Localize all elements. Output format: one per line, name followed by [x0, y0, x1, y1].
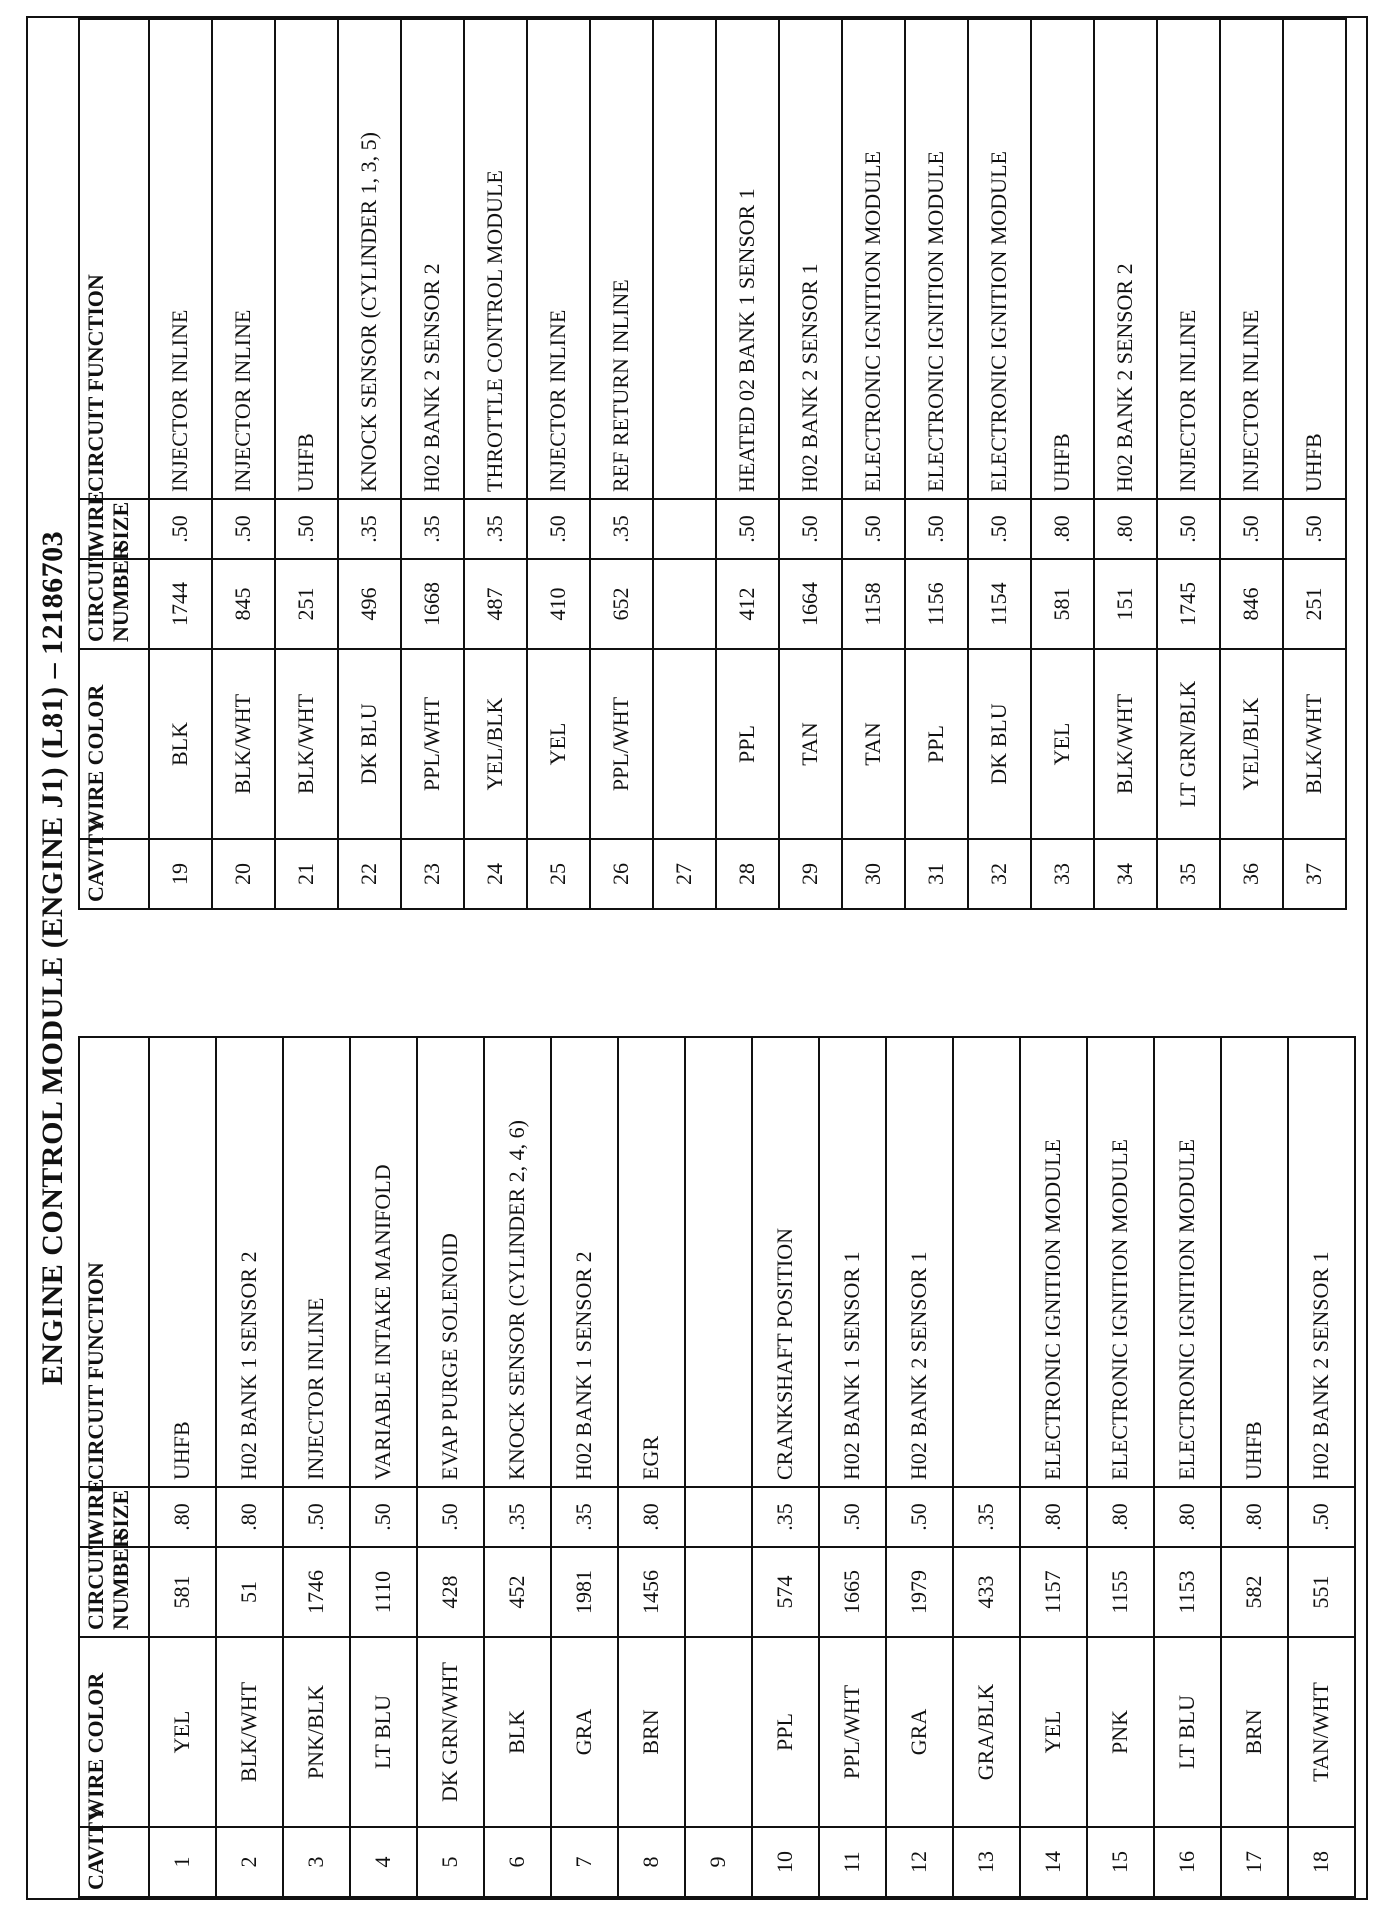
cell-cavity: 11 [819, 1827, 886, 1897]
cell-cavity: 25 [527, 839, 590, 909]
table-row [618, 1037, 685, 1897]
table-row [212, 19, 275, 909]
cell-circuit-number: 251 [1283, 559, 1346, 649]
cell-circuit-function: UHFB [1283, 19, 1346, 499]
col-circuit-number: CIRCUIT NUMBER [79, 1547, 149, 1637]
table-row [779, 19, 842, 909]
cell-wire-color: GRA [551, 1637, 618, 1827]
table-row [1283, 19, 1346, 909]
cell-circuit-function: H02 BANK 2 SENSOR 1 [886, 1037, 953, 1487]
cell-wire-color: PPL/WHT [401, 649, 464, 839]
cell-circuit-number: 1157 [1020, 1547, 1087, 1637]
cell-wire-size: .35 [464, 499, 527, 559]
cell-circuit-function: ELECTRONIC IGNITION MODULE [1087, 1037, 1154, 1487]
cell-wire-color: YEL/BLK [1220, 649, 1283, 839]
cell-wire-size: .50 [1288, 1487, 1355, 1547]
cell-wire-size: .80 [216, 1487, 283, 1547]
table-row [1157, 19, 1220, 909]
cell-circuit-function: ELECTRONIC IGNITION MODULE [1020, 1037, 1087, 1487]
table-row [905, 19, 968, 909]
cell-circuit-number: 1665 [819, 1547, 886, 1637]
cell-cavity: 22 [338, 839, 401, 909]
cell-circuit-number: 1456 [618, 1547, 685, 1637]
cell-cavity: 2 [216, 1827, 283, 1897]
cell-wire-size: .35 [551, 1487, 618, 1547]
cell-cavity: 20 [212, 839, 275, 909]
col-wire-color: WIRE COLOR [79, 1637, 149, 1827]
connector-table-left [78, 1036, 1356, 1898]
cell-circuit-function: INJECTOR INLINE [283, 1037, 350, 1487]
cell-circuit-function: INJECTOR INLINE [1157, 19, 1220, 499]
cell-cavity: 34 [1094, 839, 1157, 909]
cell-circuit-number: 1664 [779, 559, 842, 649]
cell-wire-color: DK GRN/WHT [417, 1637, 484, 1827]
cell-circuit-number: 1981 [551, 1547, 618, 1637]
cell-cavity: 30 [842, 839, 905, 909]
cell-cavity: 12 [886, 1827, 953, 1897]
table-row [590, 19, 653, 909]
table-row [653, 19, 716, 909]
cell-wire-size: .80 [1154, 1487, 1221, 1547]
cell-circuit-function: H02 BANK 2 SENSOR 2 [401, 19, 464, 499]
cell-wire-color: YEL [1031, 649, 1094, 839]
cell-circuit-function: H02 BANK 2 SENSOR 1 [1288, 1037, 1355, 1487]
cell-circuit-number: 412 [716, 559, 779, 649]
cell-cavity: 33 [1031, 839, 1094, 909]
cell-wire-color: TAN [842, 649, 905, 839]
cell-wire-size: .50 [842, 499, 905, 559]
table-row [1154, 1037, 1221, 1897]
cell-wire-size: .50 [968, 499, 1031, 559]
cell-wire-size [685, 1487, 752, 1547]
cell-circuit-function: KNOCK SENSOR (CYLINDER 2, 4, 6) [484, 1037, 551, 1487]
table-row [886, 1037, 953, 1897]
cell-wire-color: PPL/WHT [819, 1637, 886, 1827]
col-circuit-function: CIRCUIT FUNCTION [79, 19, 149, 499]
cell-circuit-number: 1979 [886, 1547, 953, 1637]
cell-cavity: 21 [275, 839, 338, 909]
cell-wire-size: .35 [338, 499, 401, 559]
cell-cavity: 16 [1154, 1827, 1221, 1897]
cell-wire-color: BLK/WHT [1283, 649, 1346, 839]
cell-wire-color [653, 649, 716, 839]
cell-wire-size: .50 [149, 499, 212, 559]
cell-circuit-function: H02 BANK 1 SENSOR 1 [819, 1037, 886, 1487]
page-title: ENGINE CONTROL MODULE (ENGINE J1) (L81) – 12186703 [36, 530, 69, 1386]
cell-wire-size: .50 [1283, 499, 1346, 559]
cell-circuit-function [685, 1037, 752, 1487]
col-wire-color: WIRE COLOR [79, 649, 149, 839]
cell-cavity: 29 [779, 839, 842, 909]
cell-cavity: 17 [1221, 1827, 1288, 1897]
cell-cavity: 1 [149, 1827, 216, 1897]
cell-wire-size: .35 [953, 1487, 1020, 1547]
cell-cavity: 26 [590, 839, 653, 909]
cell-cavity: 9 [685, 1827, 752, 1897]
cell-circuit-function: H02 BANK 1 SENSOR 2 [551, 1037, 618, 1487]
cell-cavity: 27 [653, 839, 716, 909]
cell-wire-color: PNK [1087, 1637, 1154, 1827]
cell-cavity: 7 [551, 1827, 618, 1897]
cell-circuit-number: 1153 [1154, 1547, 1221, 1637]
cell-circuit-function: UHFB [1031, 19, 1094, 499]
cell-wire-size: .50 [212, 499, 275, 559]
cell-wire-color: DK BLU [968, 649, 1031, 839]
cell-wire-size: .50 [350, 1487, 417, 1547]
cell-wire-size: .50 [716, 499, 779, 559]
cell-wire-color: YEL [1020, 1637, 1087, 1827]
table-row [1288, 1037, 1355, 1897]
cell-circuit-number: 433 [953, 1547, 1020, 1637]
cell-circuit-number: 1744 [149, 559, 212, 649]
cell-wire-color: LT GRN/BLK [1157, 649, 1220, 839]
cell-wire-size: .80 [1031, 499, 1094, 559]
cell-circuit-number: 51 [216, 1547, 283, 1637]
cell-wire-color: LT BLU [1154, 1637, 1221, 1827]
table-row [842, 19, 905, 909]
table-row [551, 1037, 618, 1897]
cell-circuit-function: UHFB [275, 19, 338, 499]
cell-wire-color: TAN [779, 649, 842, 839]
cell-circuit-number: 574 [752, 1547, 819, 1637]
col-cavity: CAVITY [79, 1827, 149, 1897]
cell-wire-color: BLK/WHT [1094, 649, 1157, 839]
cell-wire-color: BRN [618, 1637, 685, 1827]
cell-cavity: 5 [417, 1827, 484, 1897]
cell-wire-color [685, 1637, 752, 1827]
cell-cavity: 35 [1157, 839, 1220, 909]
cell-cavity: 23 [401, 839, 464, 909]
cell-circuit-number: 845 [212, 559, 275, 649]
cell-circuit-number: 1110 [350, 1547, 417, 1637]
table-row [484, 1037, 551, 1897]
table-row [338, 19, 401, 909]
right-body [149, 19, 1346, 909]
table-row [752, 1037, 819, 1897]
cell-wire-color: PPL [905, 649, 968, 839]
cell-circuit-function: REF RETURN INLINE [590, 19, 653, 499]
cell-cavity: 37 [1283, 839, 1346, 909]
col-cavity: CAVITY [79, 839, 149, 909]
table-row [1031, 19, 1094, 909]
cell-wire-size: .80 [1221, 1487, 1288, 1547]
cell-cavity: 24 [464, 839, 527, 909]
cell-cavity: 31 [905, 839, 968, 909]
table-row [216, 1037, 283, 1897]
cell-circuit-number: 1746 [283, 1547, 350, 1637]
cell-circuit-number: 452 [484, 1547, 551, 1637]
header-row [79, 1037, 149, 1897]
table-row [350, 1037, 417, 1897]
cell-wire-color: BRN [1221, 1637, 1288, 1827]
cell-cavity: 4 [350, 1827, 417, 1897]
cell-circuit-function [953, 1037, 1020, 1487]
cell-circuit-number: 1158 [842, 559, 905, 649]
cell-circuit-function: ELECTRONIC IGNITION MODULE [842, 19, 905, 499]
cell-circuit-function: KNOCK SENSOR (CYLINDER 1, 3, 5) [338, 19, 401, 499]
table-row [527, 19, 590, 909]
cell-circuit-function: INJECTOR INLINE [1220, 19, 1283, 499]
table-row [1221, 1037, 1288, 1897]
col-wire-size: WIRE SIZE [79, 1487, 149, 1547]
cell-circuit-function: UHFB [149, 1037, 216, 1487]
cell-wire-color: LT BLU [350, 1637, 417, 1827]
cell-circuit-number: 487 [464, 559, 527, 649]
cell-wire-size: .35 [484, 1487, 551, 1547]
cell-circuit-number: 496 [338, 559, 401, 649]
cell-cavity: 13 [953, 1827, 1020, 1897]
cell-circuit-number: 1668 [401, 559, 464, 649]
cell-cavity: 6 [484, 1827, 551, 1897]
table-row [685, 1037, 752, 1897]
cell-wire-color: YEL [149, 1637, 216, 1827]
cell-cavity: 32 [968, 839, 1031, 909]
cell-wire-color: PPL [716, 649, 779, 839]
cell-wire-color: TAN/WHT [1288, 1637, 1355, 1827]
header-row [79, 19, 149, 909]
cell-wire-size: .50 [886, 1487, 953, 1547]
table-row [283, 1037, 350, 1897]
cell-cavity: 14 [1020, 1827, 1087, 1897]
cell-circuit-function: EVAP PURGE SOLENOID [417, 1037, 484, 1487]
cell-cavity: 8 [618, 1827, 685, 1897]
cell-circuit-function: ELECTRONIC IGNITION MODULE [905, 19, 968, 499]
connector-table-right [78, 18, 1347, 910]
col-circuit-number: CIRCUIT NUMBER [79, 559, 149, 649]
table-row [149, 19, 212, 909]
cell-wire-size: .50 [905, 499, 968, 559]
cell-circuit-function: VARIABLE INTAKE MANIFOLD [350, 1037, 417, 1487]
left-body [149, 1037, 1355, 1897]
col-circuit-function: CIRCUIT FUNCTION [79, 1037, 149, 1487]
cell-wire-size: .50 [527, 499, 590, 559]
cell-circuit-function [653, 19, 716, 499]
cell-wire-size: .80 [1094, 499, 1157, 559]
cell-circuit-number: 846 [1220, 559, 1283, 649]
cell-cavity: 19 [149, 839, 212, 909]
table-row [1094, 19, 1157, 909]
cell-circuit-number [653, 559, 716, 649]
cell-circuit-number: 1155 [1087, 1547, 1154, 1637]
cell-wire-color: GRA/BLK [953, 1637, 1020, 1827]
cell-wire-size [653, 499, 716, 559]
cell-wire-color: PPL/WHT [590, 649, 653, 839]
cell-wire-size: .50 [779, 499, 842, 559]
cell-circuit-number: 410 [527, 559, 590, 649]
cell-wire-color: YEL [527, 649, 590, 839]
cell-cavity: 18 [1288, 1827, 1355, 1897]
cell-wire-size: .50 [819, 1487, 886, 1547]
table-row [1087, 1037, 1154, 1897]
cell-wire-color: BLK [149, 649, 212, 839]
cell-wire-color: BLK [484, 1637, 551, 1827]
cell-cavity: 10 [752, 1827, 819, 1897]
col-wire-size: WIRE SIZE [79, 499, 149, 559]
cell-cavity: 3 [283, 1827, 350, 1897]
cell-circuit-function: INJECTOR INLINE [212, 19, 275, 499]
cell-circuit-function: H02 BANK 1 SENSOR 2 [216, 1037, 283, 1487]
cell-circuit-function: INJECTOR INLINE [527, 19, 590, 499]
table-row [417, 1037, 484, 1897]
cell-circuit-function: UHFB [1221, 1037, 1288, 1487]
cell-circuit-number: 582 [1221, 1547, 1288, 1637]
cell-cavity: 15 [1087, 1827, 1154, 1897]
cell-wire-size: .35 [752, 1487, 819, 1547]
table-row [401, 19, 464, 909]
cell-wire-color: BLK/WHT [216, 1637, 283, 1827]
cell-circuit-function: ELECTRONIC IGNITION MODULE [968, 19, 1031, 499]
cell-wire-size: .80 [1087, 1487, 1154, 1547]
table-row [1220, 19, 1283, 909]
cell-wire-size: .50 [1220, 499, 1283, 559]
cell-wire-color: BLK/WHT [275, 649, 338, 839]
cell-wire-size: .80 [618, 1487, 685, 1547]
cell-wire-size: .80 [149, 1487, 216, 1547]
cell-wire-color: GRA [886, 1637, 953, 1827]
cell-wire-color: DK BLU [338, 649, 401, 839]
cell-wire-size: .35 [590, 499, 653, 559]
table-row [953, 1037, 1020, 1897]
cell-wire-size: .50 [1157, 499, 1220, 559]
cell-circuit-number: 1156 [905, 559, 968, 649]
cell-circuit-number: 1154 [968, 559, 1031, 649]
cell-circuit-function: INJECTOR INLINE [149, 19, 212, 499]
cell-wire-color: PNK/BLK [283, 1637, 350, 1827]
cell-circuit-function: ELECTRONIC IGNITION MODULE [1154, 1037, 1221, 1487]
cell-circuit-number: 652 [590, 559, 653, 649]
cell-circuit-number: 581 [1031, 559, 1094, 649]
cell-circuit-function: HEATED 02 BANK 1 SENSOR 1 [716, 19, 779, 499]
table-row [968, 19, 1031, 909]
cell-circuit-number: 151 [1094, 559, 1157, 649]
table-row [275, 19, 338, 909]
cell-wire-size: .50 [275, 499, 338, 559]
table-row [716, 19, 779, 909]
cell-circuit-number: 551 [1288, 1547, 1355, 1637]
cell-wire-size: .80 [1020, 1487, 1087, 1547]
cell-circuit-function: CRANKSHAFT POSITION [752, 1037, 819, 1487]
cell-circuit-number: 1745 [1157, 559, 1220, 649]
cell-circuit-number [685, 1547, 752, 1637]
cell-wire-size: .35 [401, 499, 464, 559]
table-row [1020, 1037, 1087, 1897]
cell-wire-size: .50 [417, 1487, 484, 1547]
cell-circuit-function: EGR [618, 1037, 685, 1487]
cell-cavity: 36 [1220, 839, 1283, 909]
cell-circuit-number: 581 [149, 1547, 216, 1637]
table-row [819, 1037, 886, 1897]
cell-circuit-function: H02 BANK 2 SENSOR 1 [779, 19, 842, 499]
cell-circuit-function: THROTTLE CONTROL MODULE [464, 19, 527, 499]
cell-circuit-function: H02 BANK 2 SENSOR 2 [1094, 19, 1157, 499]
cell-circuit-number: 251 [275, 559, 338, 649]
table-row [464, 19, 527, 909]
cell-cavity: 28 [716, 839, 779, 909]
cell-wire-color: YEL/BLK [464, 649, 527, 839]
cell-circuit-number: 428 [417, 1547, 484, 1637]
cell-wire-size: .50 [283, 1487, 350, 1547]
cell-wire-color: BLK/WHT [212, 649, 275, 839]
table-row [149, 1037, 216, 1897]
cell-wire-color: PPL [752, 1637, 819, 1827]
